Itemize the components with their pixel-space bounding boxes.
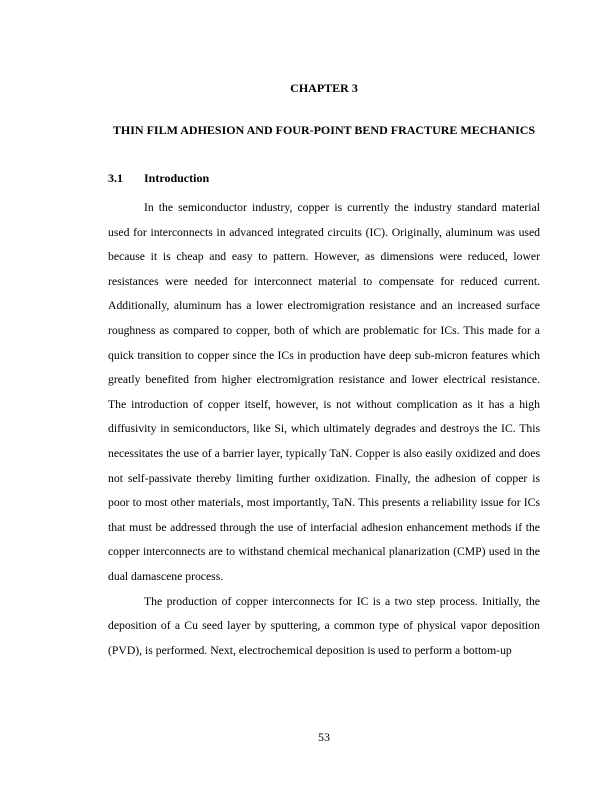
chapter-title: THIN FILM ADHESION AND FOUR-POINT BEND FRACTURE MECHANICS [112, 123, 536, 137]
paragraph: The production of copper interconnects for IC is a two step process. Initially, the deposition of a Cu seed layer by sputtering, a common type of physical vapor deposition (PVD), is performed. Next, electrochemical deposition is used to perform a bottom-up [108, 594, 540, 657]
body-text [108, 196, 540, 663]
section-number: 3.1 [108, 171, 123, 185]
section-title: Introduction [144, 171, 210, 185]
paragraph: In the semiconductor industry, copper is currently the industry standard material used for interconnects in advanced integrated circuits (IC). Originally, aluminum was used because it is cheap and easy to pattern. However, as dimensions were reduced, lower resistances were needed for interconnect material to compensate for reduced current. Additionally, aluminum has a lower electromigration resistance and an increased surface roughness as compared to copper, both of which are problematic for ICs. This made for a quick transition to copper since the ICs in production have deep sub-micron features which greatly benefited from higher electromigration resistance and lower electrical resistance. The introduction of copper itself, however, is not without complication as it has a high diffusivity in semiconductors, like Si, which ultimately degrades and destroys the IC. This necessitates the use of a barrier layer, typically TaN. Copper is also easily oxidized and does not self-passivate thereby limiting further oxidization. Finally, the adhesion of copper is poor to most other materials, most importantly, TaN. This presents a reliability issue for ICs that must be addressed through the use of interfacial adhesion enhancement methods if the copper interconnects are to withstand chemical mechanical planarization (CMP) used in the dual damascene process. [108, 201, 540, 583]
chapter-label: CHAPTER 3 [290, 81, 358, 95]
section-heading [108, 170, 209, 186]
page-number: 53 [318, 730, 330, 744]
